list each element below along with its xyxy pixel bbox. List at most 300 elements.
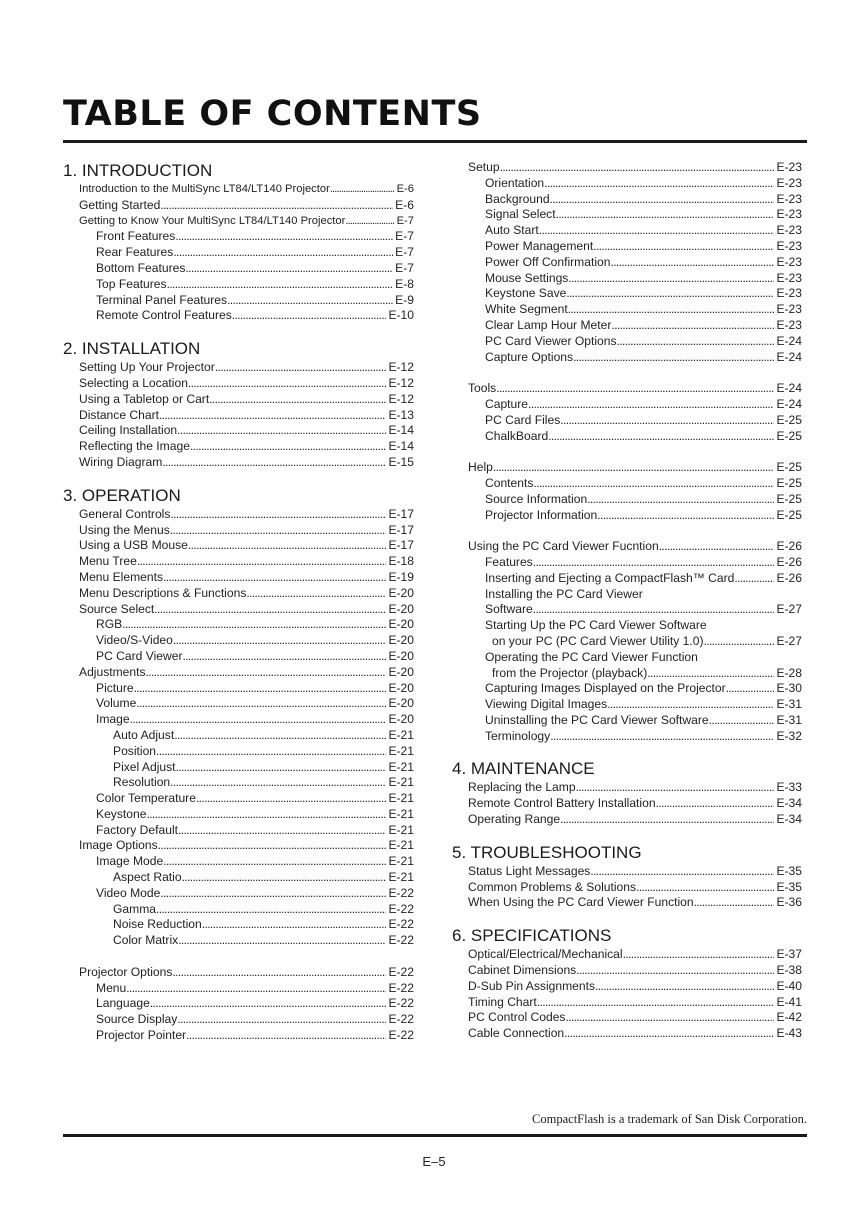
toc-entry	[63, 917, 414, 933]
toc-entry	[452, 1010, 802, 1026]
toc-entry-page: E-20	[388, 712, 414, 727]
dot-leader	[227, 293, 393, 309]
trademark-note: CompactFlash is a trademark of San Disk Corporation.	[532, 1112, 807, 1126]
dot-leader	[556, 207, 775, 223]
toc-entry	[452, 381, 802, 397]
toc-entry-label: Background	[485, 191, 550, 206]
toc-entry-page: E-12	[388, 360, 414, 375]
toc-entry-label: Front Features	[96, 229, 176, 244]
dot-leader	[177, 1012, 386, 1028]
toc-entry-page: E-20	[388, 617, 414, 632]
dot-leader	[156, 902, 386, 918]
toc-entry	[63, 854, 414, 870]
dot-leader	[617, 334, 775, 350]
toc-entry-label: Optical/Electrical/Mechanical	[468, 947, 623, 962]
toc-entry-page: E-23	[776, 238, 802, 253]
toc-entry-page: E-21	[388, 854, 414, 869]
toc-entry-page: E-8	[395, 276, 414, 291]
toc-entry-label: Setting Up Your Projector	[79, 360, 215, 375]
toc-entry	[63, 965, 414, 981]
toc-entry	[63, 649, 414, 665]
toc-entry	[452, 539, 802, 555]
toc-entry-page: E-21	[388, 743, 414, 758]
toc-entry-label: Contents	[485, 475, 534, 490]
toc-entry	[452, 460, 802, 476]
toc-entry-page: E-35	[776, 879, 802, 894]
toc-entry-page: E-23	[776, 191, 802, 206]
toc-entry	[63, 392, 414, 408]
page-number: E–5	[422, 1154, 446, 1169]
toc-entry-page: E-32	[776, 728, 802, 743]
toc-entry-page: E-6	[396, 183, 414, 195]
toc-entry-page: E-9	[395, 292, 414, 307]
toc-entry-label: Pixel Adjust	[113, 759, 176, 774]
toc-entry-label: Color Temperature	[96, 791, 196, 806]
section-title: 2. INSTALLATION	[63, 339, 201, 359]
toc-entry-label: PC Card Viewer	[96, 648, 183, 663]
toc-entry-label: Common Problems & Solutions	[468, 879, 637, 894]
toc-entry-label: Rear Features	[96, 245, 174, 260]
toc-entry-page: E-23	[776, 160, 802, 174]
toc-entry-page: E-18	[388, 554, 414, 569]
toc-entry-page: E-21	[388, 838, 414, 853]
toc-section	[452, 160, 802, 744]
toc-entry-page: E-23	[776, 175, 802, 190]
toc-section	[63, 338, 414, 471]
section-title: 5. TROUBLESHOOTING	[452, 842, 642, 862]
toc-entry-page: E-21	[388, 806, 414, 821]
toc-entry-label: Color Matrix	[113, 933, 179, 948]
toc-entry-label: RGB	[96, 617, 123, 632]
toc-entry-label: from the Projector (playback)	[492, 665, 648, 680]
dot-leader	[215, 360, 387, 376]
toc-entry-page: E-22	[388, 980, 414, 995]
toc-entry	[63, 712, 414, 728]
toc-spacer	[63, 949, 414, 965]
dot-leader	[246, 586, 386, 602]
footer-divider	[63, 1134, 807, 1137]
toc-entry	[452, 255, 802, 271]
toc-entry	[63, 823, 414, 839]
toc-entry	[452, 697, 802, 713]
toc-section	[452, 842, 802, 911]
toc-entry-label: Help	[468, 460, 493, 475]
dot-leader	[154, 602, 386, 618]
toc-entry	[63, 728, 414, 744]
toc-entry-page: E-7	[395, 245, 414, 260]
dot-leader	[568, 271, 774, 287]
dot-leader	[544, 176, 774, 192]
toc-entry-label: Installing the PC Card Viewer	[485, 586, 643, 601]
toc-entry-page: E-31	[776, 712, 802, 727]
toc-entry-page: E-6	[395, 197, 414, 212]
toc-entry-label: ChalkBoard	[485, 428, 549, 443]
toc-entry-page: E-20	[388, 664, 414, 679]
page-title: TABLE OF CONTENTS	[63, 94, 482, 134]
toc-entry-label: Picture	[96, 680, 134, 695]
dot-leader	[564, 1026, 774, 1042]
dot-leader	[190, 439, 387, 455]
dot-leader	[548, 429, 774, 445]
toc-entry-page: E-24	[776, 349, 802, 364]
toc-entry-page: E-26	[776, 570, 802, 585]
toc-entry-page: E-12	[388, 391, 414, 406]
toc-entry-page: E-25	[776, 475, 802, 490]
dot-leader	[175, 229, 393, 245]
toc-entry-page: E-22	[388, 917, 414, 932]
section-title: 6. SPECIFICATIONS	[452, 926, 612, 946]
dot-leader	[232, 308, 387, 324]
toc-entry-page: E-22	[388, 933, 414, 948]
toc-entry	[452, 476, 802, 492]
dot-leader	[550, 729, 774, 745]
toc-entry-page: E-22	[388, 901, 414, 916]
dot-leader	[623, 947, 775, 963]
toc-entry	[452, 271, 802, 287]
toc-entry-label: Ceiling Installation	[79, 423, 178, 438]
toc-entry	[452, 618, 802, 634]
toc-entry-label: Image Options	[79, 838, 158, 853]
toc-entry-page: E-38	[776, 963, 802, 978]
dot-leader	[576, 780, 775, 796]
toc-entry	[63, 807, 414, 823]
toc-spacer	[452, 444, 802, 460]
toc-entry-label: Starting Up the PC Card Viewer Software	[485, 618, 707, 633]
dot-leader	[734, 571, 774, 587]
toc-entry	[452, 508, 802, 524]
toc-left-column	[63, 160, 414, 1058]
toc-entry-page: E-20	[388, 680, 414, 695]
toc-entry-page: E-17	[388, 538, 414, 553]
dot-leader	[539, 223, 775, 239]
toc-entry-page: E-23	[776, 207, 802, 222]
toc-entry	[63, 439, 414, 455]
toc-entry-page: E-40	[776, 978, 802, 993]
dot-leader	[170, 523, 387, 539]
toc-entry-label: Resolution	[113, 775, 171, 790]
dot-leader	[694, 895, 775, 911]
dot-leader	[178, 823, 386, 839]
toc-entry	[63, 376, 414, 392]
toc-entry-page: E-23	[776, 302, 802, 317]
dot-leader	[611, 318, 774, 334]
dot-leader	[610, 255, 774, 271]
dot-leader	[537, 995, 775, 1011]
toc-entry-label: Position	[113, 743, 157, 758]
toc-entry-label: Language	[96, 996, 150, 1011]
toc-entry-page: E-20	[388, 585, 414, 600]
toc-entry-page: E-23	[776, 223, 802, 238]
toc-entry-label: Using a USB Mouse	[79, 538, 188, 553]
toc-entry-label: Tools	[468, 381, 497, 396]
toc-entry-page: E-31	[776, 697, 802, 712]
dot-leader	[576, 963, 774, 979]
toc-entry-label: Auto Start	[485, 223, 539, 238]
toc-entry-label: Getting Started	[79, 197, 161, 212]
toc-entry-label: Remote Control Battery Installation	[468, 796, 656, 811]
toc-entry-page: E-7	[395, 229, 414, 244]
dot-leader	[182, 649, 386, 665]
toc-entry-page: E-41	[776, 994, 802, 1009]
toc-entry-label: Top Features	[96, 276, 167, 291]
toc-entry	[452, 587, 802, 603]
toc-entry-label: Uninstalling the PC Card Viewer Software	[485, 712, 709, 727]
toc-entry-label: Operating Range	[468, 812, 561, 827]
toc-entry-page: E-25	[776, 507, 802, 522]
toc-entry-page: E-7	[395, 260, 414, 275]
toc-entry-label: Power Management	[485, 238, 594, 253]
dot-leader	[209, 392, 386, 408]
toc-entry-label: Source Display	[96, 1012, 178, 1027]
dot-leader	[188, 376, 387, 392]
toc-entry	[63, 696, 414, 712]
toc-entry	[63, 886, 414, 902]
toc-entry	[452, 239, 802, 255]
toc-entry	[63, 293, 414, 309]
toc-entry	[63, 902, 414, 918]
toc-entry	[452, 223, 802, 239]
toc-entry-page: E-21	[388, 775, 414, 790]
dot-leader	[493, 460, 775, 476]
toc-entry-page: E-26	[776, 554, 802, 569]
toc-entry	[452, 995, 802, 1011]
toc-entry-label: Video Mode	[96, 885, 161, 900]
toc-entry	[452, 979, 802, 995]
toc-entry-page: E-23	[776, 286, 802, 301]
toc-entry-label: Adjustments	[79, 664, 146, 679]
toc-entry	[63, 182, 414, 198]
dot-leader	[172, 965, 386, 981]
toc-entry-label: PC Card Files	[485, 412, 561, 427]
toc-entry-page: E-27	[776, 602, 802, 617]
toc-entry-label: Noise Reduction	[113, 917, 202, 932]
toc-entry-label: Using the PC Card Viewer Fucntion	[468, 539, 659, 554]
dot-leader	[573, 350, 774, 366]
toc-section	[63, 160, 414, 324]
toc-entry	[63, 665, 414, 681]
toc-entry-label: Reflecting the Image	[79, 439, 190, 454]
toc-entry	[63, 744, 414, 760]
toc-entry-label: Image Mode	[96, 854, 164, 869]
toc-entry-page: E-36	[776, 895, 802, 910]
toc-entry	[63, 602, 414, 618]
toc-entry-label: PC Control Codes	[468, 1010, 566, 1025]
toc-entry-page: E-35	[776, 863, 802, 878]
dot-leader	[560, 413, 774, 429]
toc-entry-label: Projector Pointer	[96, 1028, 187, 1043]
toc-entry	[452, 192, 802, 208]
toc-entry-label: General Controls	[79, 506, 171, 521]
toc-entry	[452, 880, 802, 896]
dot-leader	[146, 807, 386, 823]
toc-entry	[63, 633, 414, 649]
dot-leader	[647, 666, 774, 682]
toc-entry-label: Mouse Settings	[485, 270, 569, 285]
dot-leader	[134, 681, 387, 697]
toc-entry-label: Timing Chart	[468, 994, 537, 1009]
toc-entry	[63, 423, 414, 439]
toc-entry	[63, 455, 414, 471]
toc-entry	[452, 812, 802, 828]
toc-entry-label: Features	[485, 554, 533, 569]
toc-entry-label: When Using the PC Card Viewer Function	[468, 895, 694, 910]
toc-entry-label: Projector Information	[485, 507, 598, 522]
toc-entry-page: E-25	[776, 491, 802, 506]
toc-entry-label: Menu Elements	[79, 569, 164, 584]
toc-entry	[452, 963, 802, 979]
toc-entry	[63, 617, 414, 633]
toc-entry-label: Source Select	[79, 601, 155, 616]
toc-entry	[452, 947, 802, 963]
toc-entry-page: E-15	[388, 454, 414, 469]
toc-entry-label: Setup	[468, 160, 500, 174]
dot-leader	[330, 182, 395, 198]
toc-entry	[63, 933, 414, 949]
dot-leader	[178, 933, 386, 949]
toc-entry-label: Keystone	[96, 806, 147, 821]
toc-entry-page: E-25	[776, 412, 802, 427]
dot-leader	[160, 198, 393, 214]
toc-entry-label: Video/S-Video	[96, 633, 173, 648]
toc-entry	[63, 870, 414, 886]
dot-leader	[150, 996, 387, 1012]
toc-entry-page: E-23	[776, 254, 802, 269]
dot-leader	[590, 864, 774, 880]
toc-entry-label: Distance Chart	[79, 407, 159, 422]
toc-entry-label: Bottom Features	[96, 260, 186, 275]
toc-entry-label: Capture Options	[485, 349, 574, 364]
dot-leader	[528, 397, 774, 413]
toc-entry-page: E-10	[388, 308, 414, 323]
toc-entry-page: E-20	[388, 633, 414, 648]
dot-leader	[159, 408, 386, 424]
dot-leader	[533, 555, 775, 571]
toc-entry	[452, 413, 802, 429]
toc-entry	[452, 397, 802, 413]
dot-leader	[726, 681, 775, 697]
toc-entry	[63, 1028, 414, 1044]
toc-entry	[63, 981, 414, 997]
toc-entry	[63, 408, 414, 424]
toc-entry-page: E-21	[388, 870, 414, 885]
dot-leader	[587, 492, 774, 508]
toc-entry-page: E-20	[388, 696, 414, 711]
toc-entry-label: Getting to Know Your MultiSync LT84/LT140 Projector	[79, 214, 346, 227]
section-title: 1. INTRODUCTION	[63, 161, 213, 180]
toc-entry-label: Orientation	[485, 175, 545, 190]
dot-leader	[146, 665, 387, 681]
toc-entry-page: E-24	[776, 333, 802, 348]
toc-entry-label: Terminal Panel Features	[96, 292, 228, 307]
toc-entry	[63, 245, 414, 261]
toc-entry-page: E-20	[388, 648, 414, 663]
toc-entry	[452, 302, 802, 318]
dot-leader	[167, 277, 394, 293]
toc-entry-page: E-25	[776, 460, 802, 475]
toc-entry	[452, 650, 802, 666]
dot-leader	[156, 744, 386, 760]
toc-entry-page: E-27	[776, 633, 802, 648]
dot-leader	[173, 633, 387, 649]
toc-entry	[452, 602, 802, 618]
dot-leader	[173, 245, 393, 261]
toc-spacer	[452, 523, 802, 539]
toc-entry-page: E-21	[388, 822, 414, 837]
toc-entry-label: White Segment	[485, 302, 568, 317]
toc-entry-page: E-7	[396, 214, 414, 227]
toc-entry-label: Remote Control Features	[96, 308, 232, 323]
toc-entry	[452, 864, 802, 880]
toc-entry	[63, 586, 414, 602]
toc-entry-label: Software	[485, 602, 533, 617]
toc-entry-page: E-13	[388, 407, 414, 422]
toc-entry	[63, 198, 414, 214]
toc-entry	[63, 277, 414, 293]
toc-entry-page: E-17	[388, 522, 414, 537]
toc-entry-page: E-28	[776, 665, 802, 680]
toc-entry	[452, 895, 802, 911]
toc-entry	[452, 796, 802, 812]
toc-entry-page: E-34	[776, 796, 802, 811]
toc-entry	[63, 791, 414, 807]
dot-leader	[185, 261, 393, 277]
dot-leader	[136, 696, 386, 712]
dot-leader	[196, 791, 387, 807]
toc-entry-label: Menu Tree	[79, 554, 137, 569]
toc-entry	[63, 308, 414, 324]
dot-leader	[176, 760, 387, 776]
toc-entry	[63, 838, 414, 854]
toc-entry-page: E-30	[776, 681, 802, 696]
toc-entry-label: Projector Options	[79, 964, 173, 979]
dot-leader	[636, 880, 774, 896]
toc-entry-page: E-22	[388, 964, 414, 979]
toc-entry-label: Gamma	[113, 901, 157, 916]
dot-leader	[126, 981, 386, 997]
title-divider	[63, 140, 807, 143]
dot-leader	[122, 617, 386, 633]
toc-entry	[63, 229, 414, 245]
toc-entry	[63, 775, 414, 791]
toc-entry-page: E-42	[776, 1010, 802, 1025]
toc-entry-page: E-34	[776, 812, 802, 827]
dot-leader	[163, 854, 386, 870]
toc-entry-page: E-22	[388, 885, 414, 900]
dot-leader	[607, 697, 774, 713]
toc-entry	[452, 713, 802, 729]
dot-leader	[186, 1028, 386, 1044]
toc-entry	[452, 492, 802, 508]
dot-leader	[595, 979, 774, 995]
toc-entry-page: E-22	[388, 996, 414, 1011]
toc-entry	[452, 160, 802, 176]
dot-leader	[533, 602, 775, 618]
toc-entry	[452, 350, 802, 366]
dot-leader	[345, 214, 394, 230]
toc-entry-label: Clear Lamp Hour Meter	[485, 317, 612, 332]
dot-leader	[158, 838, 387, 854]
dot-leader	[163, 570, 386, 586]
toc-entry-page: E-21	[388, 727, 414, 742]
toc-entry	[63, 1012, 414, 1028]
toc-spacer	[452, 365, 802, 381]
toc-entry	[452, 1026, 802, 1042]
dot-leader	[656, 796, 775, 812]
dot-leader	[566, 286, 774, 302]
dot-leader	[174, 728, 386, 744]
toc-entry-label: Volume	[96, 696, 137, 711]
toc-entry-label: Auto Adjust	[113, 727, 175, 742]
